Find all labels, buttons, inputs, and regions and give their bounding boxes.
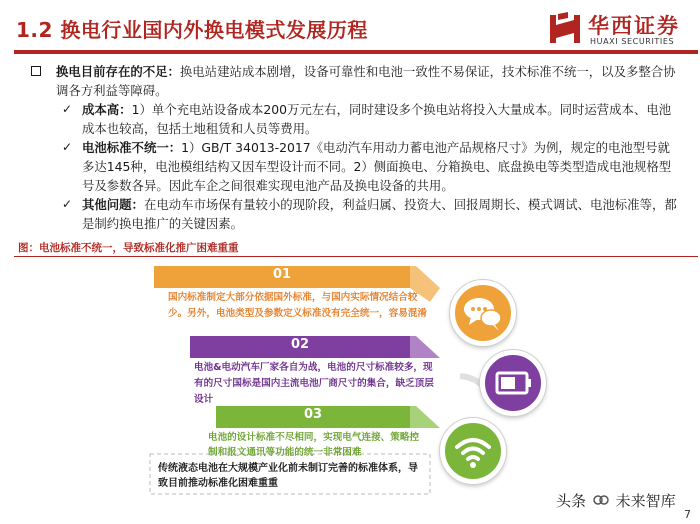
sub-bullet-cost: [28, 100, 678, 138]
step-01-number: 01: [272, 267, 292, 282]
conclusion-note: 传统液态电池在大规模产业化前未制订完善的标准体系，导致目前推动标准化困难重重: [158, 463, 418, 489]
square-bullet-icon: [31, 66, 41, 76]
page-title: 1.2 换电行业国内外换电模式发展历程: [16, 18, 368, 42]
sub-bullet-other-label: 其他问题：: [82, 197, 144, 212]
watermark-logo-icon: [593, 493, 609, 507]
brand-name-cn: 华西证券: [588, 14, 680, 38]
figure-divider: [14, 256, 698, 257]
wifi-icon: [440, 418, 506, 484]
watermark: [556, 490, 676, 511]
sub-bullet-cost-text: 1）单个充电站设备成本200万元左右，同时建设多个换电站将投入大量成本。同时运营成本、电池成本也较高，包括土地租赁和人员等费用。: [82, 102, 672, 136]
sub-bullet-standard-text: 1）GB/T 34013-2017《电动汽车用动力蓄电池产品规格尺寸》为例，规定的电池型号就多达145种，电池模组结构又因车型设计而不同。2）侧面换电、分箱换电、底盘换电等类型造成电池规格型号及参数各异。因此车企之间很难实现电池产品及换电设备的共用。: [82, 140, 672, 193]
bullet-main-text: 换电站建站成本剧增，设备可靠性和电池一致性不易保证，技术标准不统一，以及多整合协调各方利益等障碍。: [56, 64, 676, 98]
bullet-main-label: 换电目前存在的不足：: [56, 64, 180, 79]
step-03-text: 电池的设计标准不尽相同，实现电气连接、策略控制和报文通讯等功能的统一非常困难: [208, 432, 420, 458]
check-icon: ✓: [62, 140, 73, 154]
sub-bullet-other: [28, 195, 678, 233]
infographic: [0, 258, 700, 524]
step-02-number: 02: [290, 337, 310, 352]
brand-logo: [548, 10, 693, 50]
sub-bullet-standard-label: 电池标准不统一：: [82, 140, 182, 155]
step-01-text: 国内标准制定大部分依据国外标准，与国内实际情况结合较少。另外，电池类型及参数定义标准没有完全统一，容易混淆: [168, 292, 428, 319]
brand-name-en: HUAXI SECURITIES: [590, 37, 675, 46]
check-icon: ✓: [62, 197, 73, 211]
sub-bullet-other-text: 在电动车市场保有量较小的现阶段，利益归属、投资大、回报周期长、模式调试、电池标准等，都是制约换电推广的关键因素。: [82, 197, 677, 231]
chat-bubbles-icon: [450, 280, 516, 346]
watermark-right: 未来智库: [615, 492, 676, 510]
watermark-left: 头条: [556, 492, 587, 510]
brand-logo-icon: [548, 12, 582, 46]
check-icon: ✓: [62, 102, 73, 116]
content-block: [28, 62, 678, 233]
sub-bullet-cost-label: 成本高：: [82, 102, 132, 117]
step-03-number: 03: [303, 407, 323, 422]
step-02-text: 电池&电动汽车厂家各自为战，电池的尺寸标准较多，现有的尺寸国标是国内主流电池厂商尺寸的集合，缺乏顶层设计: [194, 362, 434, 405]
header-divider: [14, 50, 698, 54]
bullet-main: [28, 62, 678, 100]
page-number: 7: [684, 508, 691, 521]
sub-bullet-standard: [28, 138, 678, 195]
figure-caption: 图：电池标准不统一，导致标准化推广困难重重: [18, 242, 239, 254]
battery-icon: [480, 350, 546, 416]
